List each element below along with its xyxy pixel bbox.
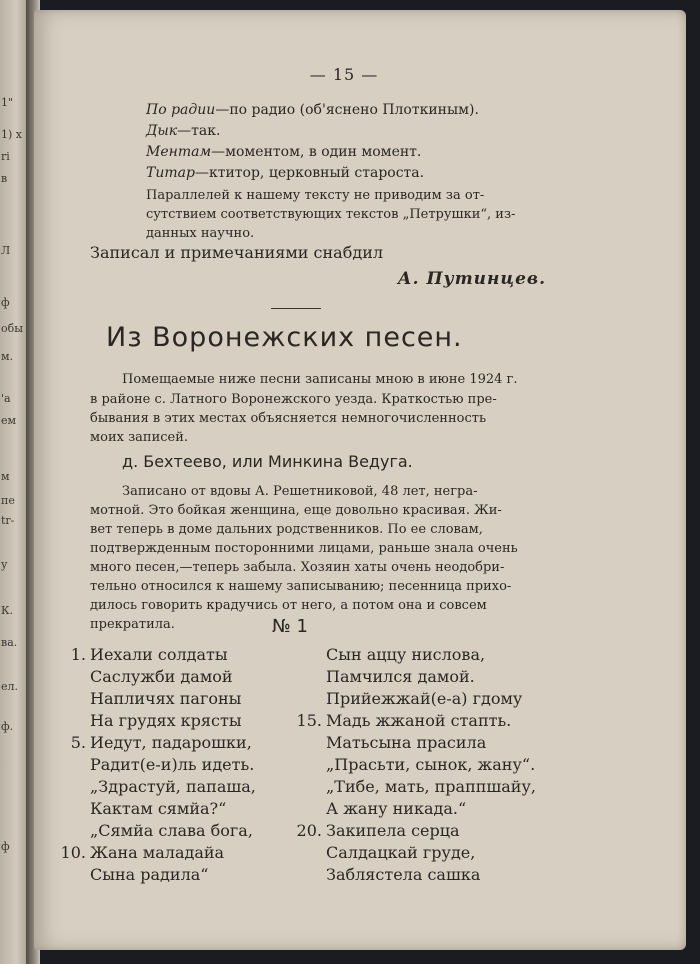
verse-text: „Тибе, мать, праппшайу,	[326, 777, 536, 796]
left-page-fragment: у	[1, 558, 8, 571]
verse-line	[326, 732, 536, 754]
page-number: — 15 —	[309, 65, 379, 84]
verse-line	[326, 776, 536, 798]
verse-number: 15.	[296, 711, 322, 730]
verse-text: Иедут, падарошки,	[90, 733, 252, 752]
verse-text: Мадь жжаной стапть.	[326, 711, 512, 730]
verse-text: Радит(е-и)ль идеть.	[90, 755, 255, 774]
signer-name: А. Путинцев.	[397, 269, 546, 289]
left-page-fragment: обы	[1, 322, 23, 335]
verse-text: Напличях пагоны	[90, 689, 242, 708]
verse-line	[296, 710, 536, 732]
verse-text: Жана маладайа	[90, 843, 225, 862]
signature-line: Записал и примечаниями снабдил	[90, 243, 384, 262]
verse-line	[90, 798, 256, 820]
left-page-fragment: ф	[1, 296, 10, 309]
verse-line	[326, 842, 536, 864]
verse-line	[296, 820, 536, 842]
verse-line	[326, 644, 536, 666]
verse-text: Салдацкай груде,	[326, 843, 476, 862]
verse-number: 10.	[60, 843, 86, 862]
left-page-fragment: 'а	[1, 392, 11, 405]
glossary-entry: Дык—так.	[146, 123, 221, 139]
verse-line	[326, 798, 536, 820]
verse-line	[70, 732, 256, 754]
verse-line	[326, 864, 536, 886]
verse-line	[90, 754, 256, 776]
verse-line	[90, 688, 256, 710]
verse-text: Закипела серца	[326, 821, 460, 840]
subsection-title: д. Бехтеево, или Минкина Ведуга.	[122, 452, 413, 471]
glossary-entry: По радии—по радио (об'яснено Плоткиным).	[146, 102, 479, 118]
verse-text: Иехали солдаты	[90, 645, 228, 664]
left-page-fragment: ва.	[1, 636, 18, 649]
page-content: — 15 — По радии—по радио (об'яснено Плоткиным). Дык—так. Ментам—моментом, в один момент. Титар—ктитор, церковный староста. Параллелей к нашему тексту не приводим за от- сутствием соответствующих текстов „Петрушки“, из- данных научно. Записал и примечаниями снабдил А. Путинцев. Из Воронежских песен. Помещаемые ниже песни записаны мною в июне 1924 г. в районе с. Латного Воронежского уезда. Краткостью пре- бывания в этих местах объясняется немногочисленность моих записей. д. Бехтеево, или Минкина Ведуга. Записано от вдовы А. Решетниковой, 48 лет, негра- мотной. Это бойкая женщина, еще довольно красивая. Жи- вет теперь в доме дальних родственников. По ее словам, подтвержденным посторонними лицами, раньше знала очень много песен,—теперь забыла. Хозяин хаты очень неодобри- тельно относился к нашему записыванию; песенница прихо- дилось говорить крадучись от него, а потом она и совсем прекратила. № 1 1. Иехали солдаты Сaслужби дамой Напличях пагоны На грудях крясты 5. Иедут, падарошки, Радит(е-и)ль идеть. „Здрастуй, папаша, Кактам сямйа?“ „Сямйа слава бога, 10. Жана маладайа Сына радила“ Сын аццу нислова, Памчился дамой. Прийежжай(е-а) гдому 15. Мадь жжаной стапть. Матьсына прасила „Прасьти, сынок, жану“. „Тибе, мать, праппшайу, А жану никада.“ 20. Закипела серца Салдацкай груде, Заблястела сашка	[34, 10, 686, 950]
left-page-fragment: ф.	[1, 720, 14, 733]
verse-text: „Прасьти, сынок, жану“.	[326, 755, 536, 774]
verse-line	[326, 754, 536, 776]
verse-number: 5.	[70, 733, 86, 752]
verse-text: Кактам сямйа?“	[90, 799, 227, 818]
verse-text: На грудях крясты	[90, 711, 242, 730]
verse-text: Прийежжай(е-а) гдому	[326, 689, 523, 708]
verse-line	[90, 820, 256, 842]
verse-text: Сына радила“	[90, 865, 209, 884]
song-number: № 1	[272, 616, 308, 637]
left-page-fragment: ел.	[1, 680, 18, 693]
left-page-fragment: ri	[1, 150, 10, 163]
left-page-fragment: 1) х	[1, 128, 22, 141]
left-page-fragment: 1"	[1, 96, 14, 109]
verse-line	[60, 842, 256, 864]
verse-column-left	[60, 644, 256, 886]
book-page	[34, 10, 686, 950]
verse-text: „Сямйа слава бога,	[90, 821, 253, 840]
verse-text: Сaслужби дамой	[90, 667, 233, 686]
section-divider	[271, 308, 321, 309]
verse-line	[90, 776, 256, 798]
verse-text: Памчился дамой.	[326, 667, 475, 686]
verse-line	[70, 644, 256, 666]
left-page-fragment: в	[1, 172, 8, 185]
verse-line	[326, 666, 536, 688]
left-page-fragment: Л	[1, 244, 11, 257]
verse-text: „Здрастуй, папаша,	[90, 777, 256, 796]
left-page-fragment: м	[1, 470, 10, 483]
glossary-entry: Титар—ктитор, церковный староста.	[146, 165, 425, 181]
verse-line	[90, 864, 256, 886]
verse-line	[90, 666, 256, 688]
left-page-fragment: tr-	[1, 514, 15, 527]
verse-line	[326, 688, 536, 710]
verse-line	[90, 710, 256, 732]
left-page-fragment: ем	[1, 414, 17, 427]
verse-column-right	[296, 644, 536, 886]
verse-text: Заблястела сашка	[326, 865, 481, 884]
glossary-entry: Ментам—моментом, в один момент.	[146, 144, 422, 160]
left-page-fragment: К.	[1, 604, 14, 617]
verse-number: 20.	[296, 821, 322, 840]
verse-number: 1.	[70, 645, 86, 664]
section-title: Из Воронежских песен.	[106, 322, 463, 353]
left-page-fragment: пе	[1, 494, 15, 507]
verse-text: А жану никада.“	[326, 799, 467, 818]
verse-text: Сын аццу нислова,	[326, 645, 486, 664]
verse-text: Матьсына прасила	[326, 733, 487, 752]
left-page-fragment: м.	[1, 350, 14, 363]
left-page-fragment: ф	[1, 840, 10, 853]
